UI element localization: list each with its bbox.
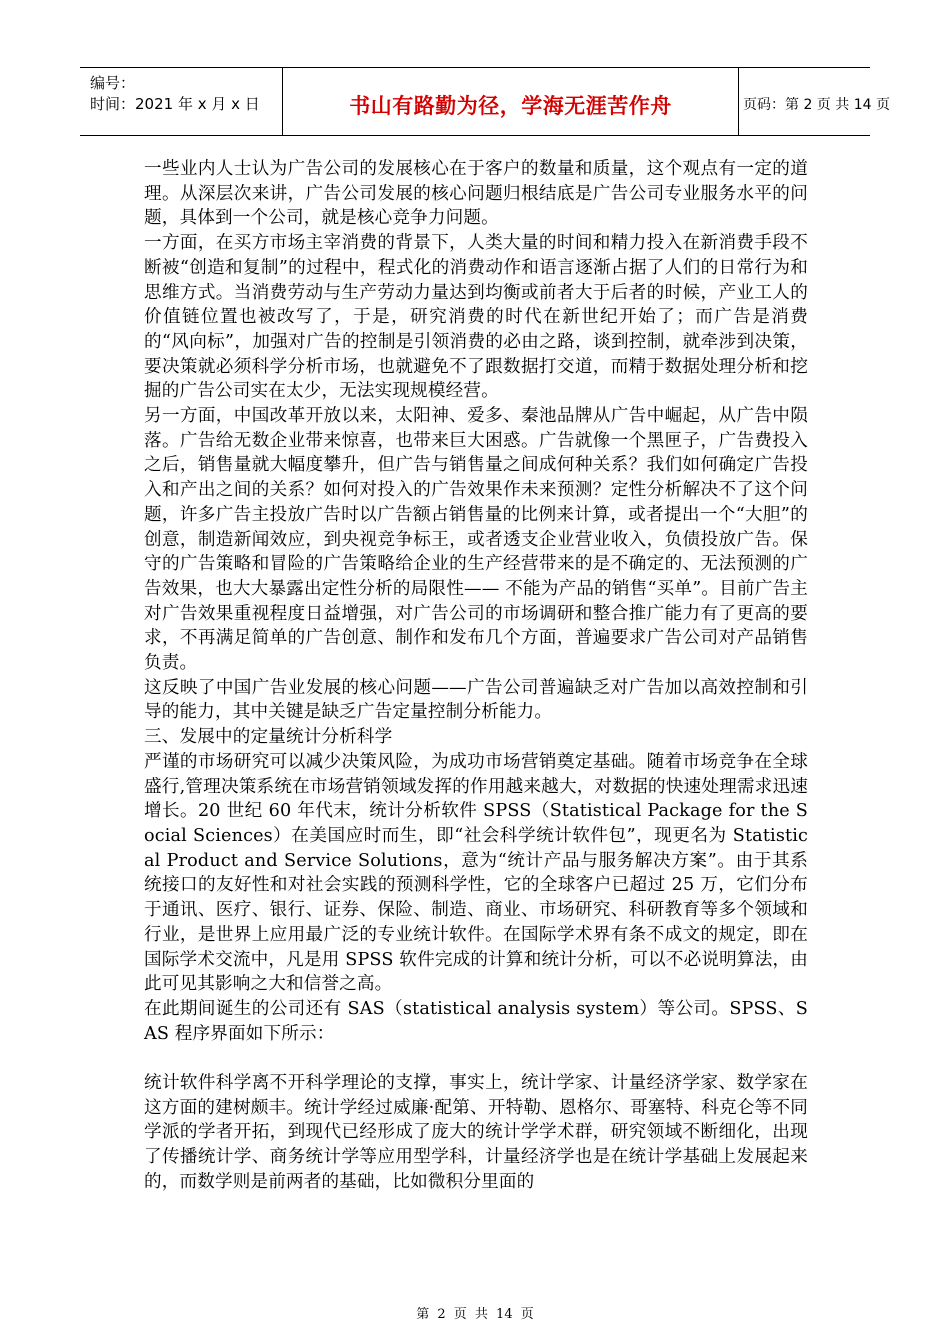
blank-line [144, 1046, 808, 1071]
date-label: 时间：2021 年 x 月 x 日 [90, 95, 260, 113]
header-meta-cell [80, 68, 282, 135]
paragraph: 一些业内人士认为广告公司的发展核心在于客户的数量和质量，这个观点有一定的道理。从深层次来讲，广告公司发展的核心问题归根结底是广告公司专业服务水平的问题，具体到一个公司，就是核心竞争力问题。 [144, 159, 808, 229]
header-page-cell [737, 68, 890, 135]
header-motto: 书山有路勤为径，学海无涯苦作舟 [349, 94, 672, 118]
page-footer: 第 2 页 共 14 页 [416, 1307, 534, 1322]
paragraph: 这反映了中国广告业发展的核心问题——广告公司普遍缺乏对广告加以高效控制和引导的能力，其中关键是缺乏广告定量控制分析能力。 [144, 677, 808, 723]
paragraph: 另一方面，中国改革开放以来，太阳神、爱多、秦池品牌从广告中崛起，从广告中陨落。广告给无数企业带来惊喜，也带来巨大困惑。广告就像一个黑匣子，广告费投入之后，销售量就大幅度攀升，但广告与销售量之间成何种关系？我们如何确定广告投入和产出之间的关系？如何对投入的广告效果作未来预测？定性分析解决不了这个问题，许多广告主投放广告时以广告额占销售量的比例来计算，或者提出一个“大胆”的创意，制造新闻效应，到央视竞争标王，或者透支企业营业收入，负债投放广告。保守的广告策略和冒险的广告策略给企业的生产经营带来的是不确定的、无法预测的广告效果，也大大暴露出定性分析的局限性—— 不能为产品的销售“买单”。目前广告主对广告效果重视程度日益增强，对广告公司的市场调研和整合推广能力有了更高的要求，不再满足简单的广告创意、制作和发布几个方面，普遍要求广告公司对产品销售负责。 [144, 406, 808, 674]
page-header [80, 67, 890, 136]
paragraph: 统计软件科学离不开科学理论的支撑，事实上，统计学家、计量经济学家、数学家在这方面的建树颇丰。统计学经过威廉·配第、开特勒、恩格尔、哥塞特、科克仑等不同学派的学者开拓，到现代已经形成了庞大的统计学学术群，研究领域不断细化，出现了传播统计学、商务统计学等应用型学科，计量经济学也是在统计学基础上发展起来的，而数学则是前两者的基础，比如微积分里面的 [144, 1073, 808, 1192]
paragraph: 一方面，在买方市场主宰消费的背景下，人类大量的时间和精力投入在新消费手段不断被“创造和复制”的过程中，程式化的消费动作和语言逐渐占据了人们的日常行为和思维方式。当消费劳动与生产劳动力量达到均衡或前者大于后者的时候，产业工人的价值链位置也被改写了，于是，研究消费的时代在新世纪开始了；而广告是消费的“风向标”，加强对广告的控制是引领消费的必由之路，谈到控制，就牵涉到决策，要决策就必须科学分析市场，也就避免不了跟数据打交道，而精于数据处理分析和挖掘的广告公司实在太少，无法实现规模经营。 [144, 233, 808, 402]
section-heading: 三、发展中的定量统计分析科学 [144, 727, 393, 748]
header-motto-cell [282, 68, 739, 135]
header-page-number: 页码：第 2 页 共 14 页 [743, 97, 890, 113]
serial-number-label: 编号： [90, 74, 136, 92]
paragraph: 严谨的市场研究可以减少决策风险，为成功市场营销奠定基础。随着市场竞争在全球盛行,管理决策系统在市场营销领域发挥的作用越来越大，对数据的快速处理需求迅速增长。20 世纪 60 年代末，统计分析软件 SPSS（Statistical Package for the Social Sciences）在美国应时而生，即“社会科学统计软件包”，现更名为 Statistical Product and Service Solutions，意为“统计产品与服务解决方案”。由于其系统接口的友好性和对社会实践的预测科学性，它的全球客户已超过 25 万，它们分布于通讯、医疗、银行、证券、保险、制造、商业、市场研究、科研教育等多个领域和行业，是世界上应用最广泛的专业统计软件。在国际学术界有条不成文的规定，即在国际学术交流中，凡是用 SPSS 软件完成的计算和统计分析，可以不必说明算法，由此可见其影响之大和信誉之高。 [144, 751, 808, 995]
document-body [144, 157, 808, 1195]
paragraph: 在此期间诞生的公司还有 SAS（statistical analysis system）等公司。SPSS、SAS 程序界面如下所示： [144, 998, 808, 1044]
